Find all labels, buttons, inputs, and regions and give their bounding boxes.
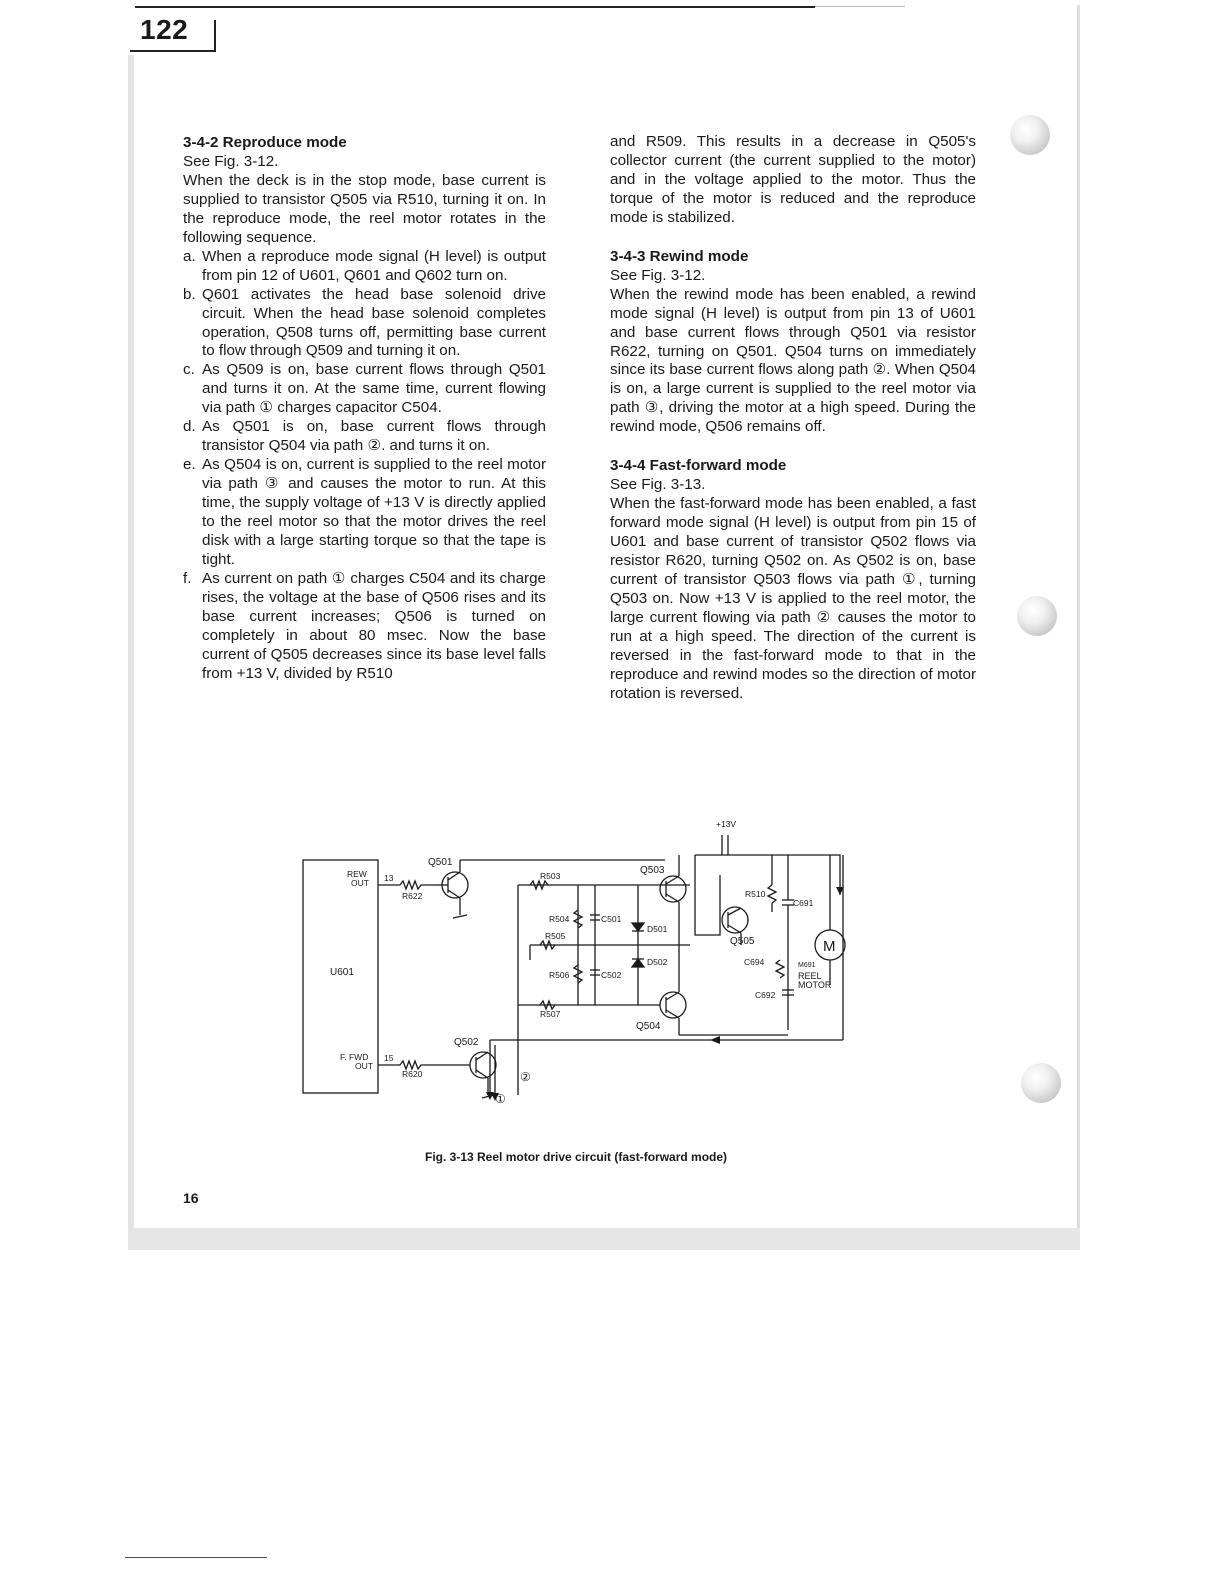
- label-path-1: ①: [495, 1092, 506, 1105]
- label-motor-symbol: M: [823, 938, 836, 955]
- label-r503: R503: [540, 871, 561, 881]
- list-item-mark: f.: [183, 569, 192, 587]
- see-figure: See Fig. 3-12.: [610, 266, 706, 284]
- label-reel: REEL: [798, 971, 822, 981]
- list-item-text: When a reproduce mode signal (H level) is output from pin 12 of U601, Q601 and Q602 turn on.: [202, 247, 546, 284]
- page-number: 16: [183, 1190, 199, 1206]
- section-heading-reproduce: 3-4-2 Reproduce mode: [183, 134, 347, 151]
- label-m691: M691: [798, 962, 816, 969]
- sequence-list: [183, 248, 546, 684]
- label-ffwd-out: F. FWD: [340, 1052, 369, 1062]
- list-item-text: As Q501 is on, base current flows through transistor Q504 via path ②. and turns it on.: [202, 418, 546, 455]
- list-item: [183, 361, 546, 418]
- bottom-link-line: [125, 1557, 267, 1558]
- list-item-mark: c.: [183, 361, 195, 379]
- binder-hole-icon: [1017, 596, 1057, 636]
- label-q503: Q503: [640, 865, 665, 876]
- label-u601: U601: [330, 967, 354, 978]
- label-r622: R622: [402, 891, 423, 901]
- list-item-mark: a.: [183, 247, 196, 265]
- list-item-mark: b.: [183, 285, 196, 303]
- label-pin13: 13: [384, 873, 394, 883]
- list-item-text: As Q504 is on, current is supplied to the reel motor via path ③ and causes the motor to run. At this time, the supply voltage of +13 V is directly applied to the reel motor so that the motor drives the reel disk with a large starting torque so that the tape is tight.: [202, 456, 546, 568]
- section-heading-fast-forward: 3-4-4 Fast-forward mode: [610, 457, 787, 475]
- label-q501: Q501: [428, 857, 453, 868]
- label-r504: R504: [549, 914, 570, 924]
- figure-caption: Fig. 3-13 Reel motor drive circuit (fast-forward mode): [425, 1150, 728, 1164]
- list-item: [183, 456, 546, 570]
- section-heading-rewind: 3-4-3 Rewind mode: [610, 247, 749, 265]
- label-q504: Q504: [636, 1021, 661, 1032]
- circuit-svg: [290, 815, 870, 1105]
- left-column: [183, 134, 546, 684]
- label-r505: R505: [545, 931, 566, 941]
- diode-d501: [632, 923, 644, 931]
- page-right-edge: [1077, 5, 1080, 1250]
- list-item: [183, 286, 546, 362]
- list-item-text: Q601 activates the head base solenoid drive circuit. When the head base solenoid completes operation, Q508 turns off, permitting base current to flow through Q509 and turning it on.: [202, 285, 546, 360]
- list-item: [183, 418, 546, 456]
- label-c501: C501: [601, 914, 622, 924]
- top-rule: [135, 6, 815, 8]
- page-tab-underline: [130, 50, 214, 52]
- label-motor: MOTOR: [798, 980, 832, 990]
- list-item: [183, 570, 546, 684]
- label-r620: R620: [402, 1069, 423, 1079]
- paragraph-intro: When the deck is in the stop mode, base current is supplied to transistor Q505 via R510, turning it on. In the reproduce mode, the reel motor rotates in the following sequence.: [183, 171, 546, 246]
- resistor-r622: [400, 881, 435, 889]
- scan-edge-shade: [128, 55, 134, 1235]
- label-r507: R507: [540, 1009, 561, 1019]
- label-q505: Q505: [730, 936, 755, 947]
- label-ffwd-out: OUT: [355, 1061, 373, 1071]
- binder-hole-icon: [1021, 1063, 1061, 1103]
- label-rew-out: OUT: [351, 878, 369, 888]
- label-d502: D502: [647, 957, 668, 967]
- label-d501: D501: [647, 924, 668, 934]
- label-supply: +13V: [716, 819, 737, 829]
- list-item-mark: d.: [183, 418, 196, 436]
- page-tab-bar: [214, 20, 216, 52]
- binder-hole-icon: [1010, 115, 1050, 155]
- list-item-mark: e.: [183, 456, 196, 474]
- label-path-2: ②: [520, 1070, 531, 1084]
- label-rew-out: REW: [347, 869, 367, 879]
- page-tab: 122: [140, 14, 189, 45]
- circuit-diagram: [290, 815, 870, 1105]
- see-figure: See Fig. 3-13.: [610, 476, 706, 494]
- label-q502: Q502: [454, 1037, 479, 1048]
- resistor-r620: [400, 1061, 470, 1069]
- list-item-text: As Q509 is on, base current flows through Q501 and turns it on. At the same time, current flowing via path ① charges capacitor C504.: [202, 361, 546, 417]
- label-c694: C694: [744, 957, 765, 967]
- see-figure: See Fig. 3-12.: [183, 152, 279, 170]
- page-bottom-band: [128, 1228, 1080, 1250]
- label-c502: C502: [601, 970, 622, 980]
- paragraph-fast-forward: When the fast-forward mode has been enabled, a fast forward mode signal (H level) is output from pin 15 of U601 and base current of transistor Q502 flows via resistor R620, turning Q502 on. As Q502 is on, base current of transistor Q503 flows via path ①, turning Q503 on. Now +13 V is applied to the reel motor, the large current flowing via path ② causes the motor to run at a high speed. The direction of the current is reversed in the fast-forward mode to that in the reproduce and rewind modes so the direction of motor rotation is reversed.: [610, 495, 976, 702]
- paragraph-rewind: When the rewind mode has been enabled, a rewind mode signal (H level) is output from pin 13 of U601 and base current flows through Q501 via resistor R622, turning on Q501. Q504 turns on immediately since its base current flows along path ②. When Q504 is on, a large current is supplied to the reel motor via path ③, driving the motor at a high speed. During the rewind mode, Q506 remains off.: [610, 285, 976, 436]
- paragraph-continuation: and R509. This results in a decrease in Q505's collector current (the current supplied to the motor) and in the voltage applied to the motor. Thus the torque of the motor is reduced and the reproduce mode is stabilized.: [610, 133, 976, 226]
- right-column: [610, 133, 976, 704]
- label-pin15: 15: [384, 1053, 394, 1063]
- label-c691: C691: [793, 898, 814, 908]
- list-item-text: As current on path ① charges C504 and its charge rises, the voltage at the base of Q506 rises and its base current increases; Q506 is turned on completely in about 80 msec. Now the base current of Q505 decreases since its base level falls from +13 V, divided by R510: [202, 569, 546, 682]
- label-r510: R510: [745, 889, 766, 899]
- label-c692: C692: [755, 990, 776, 1000]
- top-rule-fade: [815, 6, 905, 7]
- list-item: [183, 248, 546, 286]
- label-r506: R506: [549, 970, 570, 980]
